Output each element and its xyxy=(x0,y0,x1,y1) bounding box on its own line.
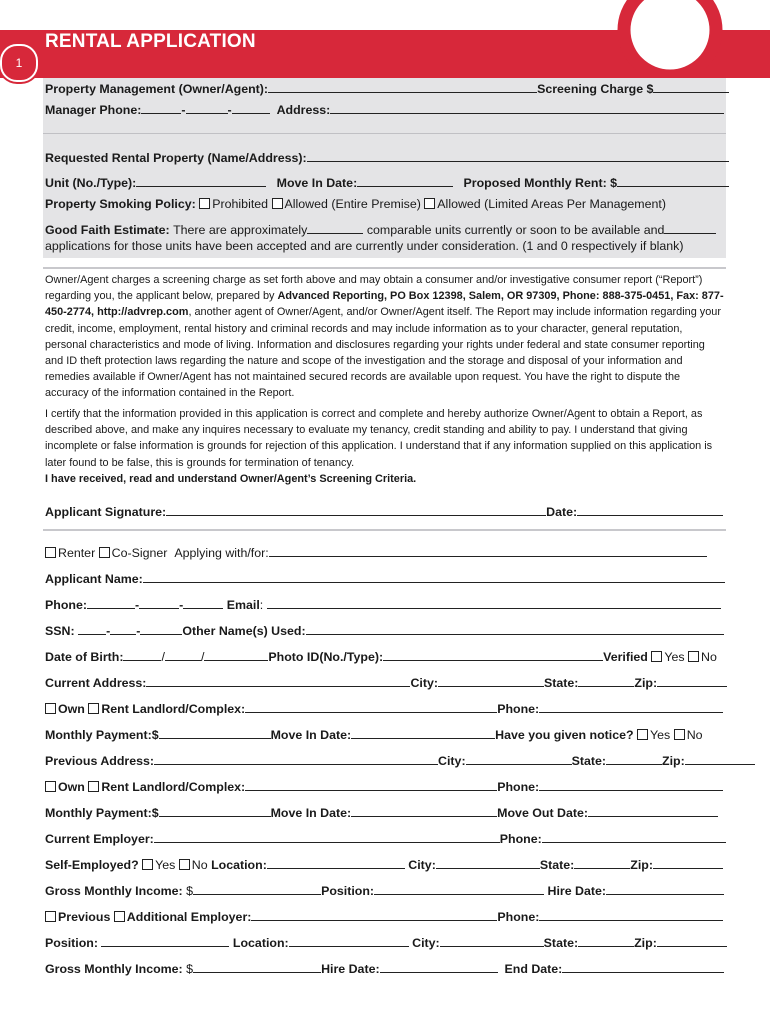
separator xyxy=(43,267,726,269)
certification-paragraph xyxy=(45,406,725,487)
photo-id-label: Photo ID(No./Type): xyxy=(268,650,384,664)
separator xyxy=(43,133,726,134)
self-employed-row xyxy=(45,856,725,872)
current-move-in-field[interactable] xyxy=(351,726,495,739)
ssn-row xyxy=(45,622,725,638)
end-date-label: End Date: xyxy=(504,962,563,976)
property-management-field[interactable] xyxy=(268,80,537,93)
dash: - xyxy=(181,103,186,117)
previous-move-in-field[interactable] xyxy=(351,804,497,817)
notice-no-checkbox[interactable] xyxy=(674,729,685,740)
smoking-policy-row xyxy=(45,196,725,212)
proposed-rent-label: Proposed Monthly Rent: $ xyxy=(463,176,618,190)
other-location-field[interactable] xyxy=(289,934,409,947)
smoking-allowed-limited-label: Allowed (Limited Areas Per Management) xyxy=(437,197,666,211)
signature-date-field[interactable] xyxy=(577,503,723,516)
other-gross-income-field[interactable] xyxy=(193,960,321,973)
certification-text: I certify that the information provided in this application is correct and complete and hereby authorize Owner/Agent to obtain a Report, as described above, and make any inquires necessary to evaluate my tenancy, credit standing and ability to pay. I understand that giving incomplete or false information is grounds for rejection of this application. I understand that if any information supplied on this application is later found to be false, this is grounds for termination of tenancy. xyxy=(45,408,713,469)
smoking-allowed-limited-checkbox[interactable] xyxy=(424,198,435,209)
employer-phone-label: Phone: xyxy=(499,832,542,846)
applying-with-field[interactable] xyxy=(269,544,707,557)
move-in-date-label: Move In Date: xyxy=(276,176,358,190)
disclosure-paragraph xyxy=(45,272,725,402)
current-city-field[interactable] xyxy=(438,674,544,687)
requested-property-label: Requested Rental Property (Name/Address): xyxy=(45,151,307,165)
previous-city-field[interactable] xyxy=(466,752,572,765)
additional-employer-label: Additional Employer: xyxy=(126,910,252,924)
employer-zip-field[interactable] xyxy=(653,856,723,869)
hire-date-label: Hire Date: xyxy=(547,884,607,898)
good-faith-text: applications for those units have been accepted and are currently under consideration. (1 and 0 respectively if blank) xyxy=(45,239,684,253)
other-end-date-field[interactable] xyxy=(562,960,724,973)
current-own-checkbox[interactable] xyxy=(45,703,56,714)
previous-address-row xyxy=(45,752,725,768)
current-payment-row xyxy=(45,726,725,742)
ssn-part2-field[interactable] xyxy=(110,622,136,635)
hire-date-field[interactable] xyxy=(606,882,724,895)
disclosure-text: Owner/Agent charges a screening charge as set forth above and may obtain a consumer and/or investigative consumer report (“Report”) regarding you, the applicant below, prepared by xyxy=(45,274,703,303)
previous-zip-field[interactable] xyxy=(685,752,755,765)
city-label: City: xyxy=(412,936,440,950)
manager-phone-row xyxy=(45,101,725,117)
verified-yes-checkbox[interactable] xyxy=(651,651,662,662)
current-rent-checkbox[interactable] xyxy=(88,703,99,714)
good-faith-text: comparable units currently or soon to be available and xyxy=(366,223,665,237)
unit-label: Unit (No./Type): xyxy=(45,176,137,190)
ssn-part1-field[interactable] xyxy=(78,622,106,635)
self-employed-yes-checkbox[interactable] xyxy=(142,859,153,870)
dob-row xyxy=(45,648,725,664)
current-monthly-payment-field[interactable] xyxy=(159,726,271,739)
screening-charge-label: Screening Charge $ xyxy=(537,82,654,96)
current-address-row xyxy=(45,674,725,690)
other-employer-field[interactable] xyxy=(251,908,497,921)
renter-checkbox[interactable] xyxy=(45,547,56,558)
phone-prefix-field[interactable] xyxy=(139,596,179,609)
current-employer-field[interactable] xyxy=(154,830,500,843)
yes-label: Yes xyxy=(664,650,685,664)
notice-yes-checkbox[interactable] xyxy=(637,729,648,740)
self-employed-label: Self-Employed? xyxy=(45,858,139,872)
cosigner-label: Co-Signer xyxy=(111,546,168,560)
previous-landlord-field[interactable] xyxy=(245,778,497,791)
email-label: Email xyxy=(226,598,260,612)
location-label: Location: xyxy=(211,858,267,872)
current-employer-phone-field[interactable] xyxy=(542,830,726,843)
slash: / xyxy=(200,650,205,664)
good-faith-label: Good Faith Estimate: xyxy=(45,223,170,237)
zip-label: Zip: xyxy=(634,936,657,950)
unit-field[interactable] xyxy=(136,174,266,187)
good-faith-applications-field[interactable] xyxy=(664,221,716,234)
dash: - xyxy=(227,103,232,117)
requested-property-row xyxy=(45,149,725,165)
ssn-part3-field[interactable] xyxy=(140,622,182,635)
additional-employer-checkbox[interactable] xyxy=(114,911,125,922)
slash: / xyxy=(161,650,165,664)
income-row xyxy=(45,882,725,898)
dash: - xyxy=(179,598,184,612)
rent-landlord-label: Rent Landlord/Complex: xyxy=(101,780,246,794)
applicant-name-label: Applicant Name: xyxy=(45,572,143,586)
current-residence-row xyxy=(45,700,725,716)
good-faith-units-field[interactable] xyxy=(307,221,363,234)
separator xyxy=(43,529,726,531)
applicant-signature-label: Applicant Signature: xyxy=(45,505,167,519)
city-label: City: xyxy=(410,676,438,690)
state-label: State: xyxy=(543,936,579,950)
employer-phone-label: Phone: xyxy=(497,910,540,924)
good-faith-row xyxy=(45,221,725,237)
email-field[interactable] xyxy=(267,596,721,609)
other-names-field[interactable] xyxy=(306,622,724,635)
dob-year-field[interactable] xyxy=(204,648,268,661)
dollar-sign: $ xyxy=(186,884,194,898)
zip-label: Zip: xyxy=(662,754,685,768)
applicant-name-field[interactable] xyxy=(143,570,725,583)
property-management-row xyxy=(45,80,725,96)
previous-address-field[interactable] xyxy=(154,752,438,765)
dollar-sign: $ xyxy=(186,962,194,976)
no-label: No xyxy=(191,858,208,872)
current-employer-label: Current Employer: xyxy=(45,832,154,846)
dob-day-field[interactable] xyxy=(165,648,201,661)
good-faith-text: There are approximately xyxy=(173,223,308,237)
state-label: State: xyxy=(571,754,607,768)
previous-landlord-phone-field[interactable] xyxy=(539,778,723,791)
reporting-agency: Advanced Reporting, PO Box 12398, Salem, OR 97309, Phone: 888-375-0451, Fax: 877-450-2774, http://advrep.com xyxy=(45,290,724,319)
previous-move-out-field[interactable] xyxy=(588,804,718,817)
other-zip-field[interactable] xyxy=(657,934,727,947)
no-label: No xyxy=(701,650,717,664)
screening-charge-field[interactable] xyxy=(653,80,729,93)
smoking-allowed-entire-label: Allowed (Entire Premise) xyxy=(284,197,421,211)
position-field[interactable] xyxy=(374,882,544,895)
dash: - xyxy=(106,624,111,638)
verified-no-checkbox[interactable] xyxy=(688,651,699,662)
proposed-rent-field[interactable] xyxy=(617,174,729,187)
previous-income-row xyxy=(45,960,725,976)
dob-month-field[interactable] xyxy=(123,648,161,661)
other-employer-phone-field[interactable] xyxy=(539,908,723,921)
yes-label: Yes xyxy=(155,858,176,872)
smoking-policy-label: Property Smoking Policy: xyxy=(45,197,196,211)
manager-phone-line[interactable] xyxy=(232,101,270,114)
landlord-phone-label: Phone: xyxy=(497,702,540,716)
employer-city-field[interactable] xyxy=(436,856,540,869)
previous-employer-row xyxy=(45,908,725,924)
yes-label: Yes xyxy=(650,728,671,742)
current-employer-row xyxy=(45,830,725,846)
other-names-label: Other Name(s) Used: xyxy=(182,624,306,638)
screening-criteria-acknowledgement: I have received, read and understand Owner/Agent’s Screening Criteria. xyxy=(45,472,417,485)
previous-own-checkbox[interactable] xyxy=(45,781,56,792)
position-label: Position: xyxy=(321,884,375,898)
verified-label: Verified xyxy=(603,650,648,664)
previous-employer-checkbox[interactable] xyxy=(45,911,56,922)
property-management-label: Property Management (Owner/Agent): xyxy=(45,82,269,96)
previous-monthly-payment-field[interactable] xyxy=(159,804,271,817)
signature-row xyxy=(45,503,725,519)
employer-state-field[interactable] xyxy=(574,856,630,869)
applicant-type-row xyxy=(45,544,725,560)
phone-area-field[interactable] xyxy=(87,596,135,609)
move-in-date-field[interactable] xyxy=(357,174,453,187)
manager-phone-prefix[interactable] xyxy=(186,101,228,114)
manager-phone-area[interactable] xyxy=(141,101,181,114)
dash: - xyxy=(135,598,140,612)
requested-property-field[interactable] xyxy=(307,149,729,162)
move-out-label: Move Out Date: xyxy=(497,806,589,820)
landlord-phone-label: Phone: xyxy=(497,780,540,794)
previous-label: Previous xyxy=(58,910,111,924)
other-state-field[interactable] xyxy=(578,934,634,947)
previous-state-field[interactable] xyxy=(606,752,662,765)
hire-date-label: Hire Date: xyxy=(321,962,380,976)
self-employed-no-checkbox[interactable] xyxy=(179,859,190,870)
gross-income-field[interactable] xyxy=(193,882,321,895)
applicant-signature-field[interactable] xyxy=(166,503,546,516)
state-label: State: xyxy=(543,676,579,690)
phone-label: Phone: xyxy=(45,598,87,612)
photo-id-field[interactable] xyxy=(383,648,603,661)
previous-rent-checkbox[interactable] xyxy=(88,781,99,792)
ssn-label: SSN: xyxy=(45,624,75,638)
cosigner-checkbox[interactable] xyxy=(99,547,110,558)
current-zip-field[interactable] xyxy=(657,674,727,687)
smoking-allowed-entire-checkbox[interactable] xyxy=(272,198,283,209)
current-address-label: Current Address: xyxy=(45,676,147,690)
unit-row xyxy=(45,174,725,190)
other-hire-date-field[interactable] xyxy=(380,960,498,973)
given-notice-label: Have you given notice? xyxy=(495,728,634,742)
previous-payment-row xyxy=(45,804,725,820)
gross-income-label: Gross Monthly Income: xyxy=(45,884,183,898)
phone-line-field[interactable] xyxy=(183,596,223,609)
applicant-name-row xyxy=(45,570,725,586)
applying-with-label: Applying with/for: xyxy=(174,546,269,560)
colon: : xyxy=(259,598,264,612)
location-label: Location: xyxy=(232,936,289,950)
current-state-field[interactable] xyxy=(578,674,634,687)
dob-label: Date of Birth: xyxy=(45,650,124,664)
page-number-badge: 1 xyxy=(0,44,38,82)
rent-landlord-label: Rent Landlord/Complex: xyxy=(101,702,246,716)
page-title: RENTAL APPLICATION xyxy=(45,31,256,52)
zip-label: Zip: xyxy=(634,676,658,690)
current-address-field[interactable] xyxy=(146,674,410,687)
previous-residence-row xyxy=(45,778,725,794)
renter-label: Renter xyxy=(58,546,96,560)
manager-phone-label: Manager Phone: xyxy=(45,103,142,117)
gross-income-label: Gross Monthly Income: xyxy=(45,962,183,976)
no-label: No xyxy=(686,728,703,742)
disclosure-text: , another agent of Owner/Agent, and/or Owner/Agent itself. The Report may include information regarding your credit, income, employment, rental history and criminal records and may include information as to your character, general reputation, personal characteristics and mode of living. Information and disclosures regarding your rights under federal and state consumer reporting and ID theft protection laws regarding the nature and scope of the investigation and the storage and disposal of your information and remedies available if Owner/Agent has not maintained secured records are available upon request. You have the right to dispute the accuracy of the information contained in the Report. xyxy=(45,306,721,400)
address-field[interactable] xyxy=(330,101,724,114)
ring-logo-icon xyxy=(610,0,730,90)
current-landlord-field[interactable] xyxy=(245,700,497,713)
employer-location-field[interactable] xyxy=(267,856,405,869)
phone-email-row xyxy=(45,596,725,612)
signature-date-label: Date: xyxy=(546,505,578,519)
previous-address-label: Previous Address: xyxy=(45,754,155,768)
address-label: Address: xyxy=(276,103,331,117)
monthly-payment-label: Monthly Payment:$ xyxy=(45,728,159,742)
other-position-field[interactable] xyxy=(101,934,229,947)
previous-position-row xyxy=(45,934,725,950)
own-label: Own xyxy=(58,702,85,716)
smoking-prohibited-label: Prohibited xyxy=(212,197,269,211)
city-label: City: xyxy=(438,754,466,768)
monthly-payment-label: Monthly Payment:$ xyxy=(45,806,159,820)
good-faith-row-2 xyxy=(45,238,725,254)
own-label: Own xyxy=(58,780,85,794)
dash: - xyxy=(136,624,141,638)
position-label: Position: xyxy=(45,936,98,950)
current-landlord-phone-field[interactable] xyxy=(539,700,723,713)
smoking-prohibited-checkbox[interactable] xyxy=(199,198,210,209)
move-in-label: Move In Date: xyxy=(270,806,352,820)
move-in-label: Move In Date: xyxy=(270,728,352,742)
city-label: City: xyxy=(408,858,436,872)
state-label: State: xyxy=(539,858,575,872)
zip-label: Zip: xyxy=(630,858,653,872)
other-city-field[interactable] xyxy=(440,934,544,947)
